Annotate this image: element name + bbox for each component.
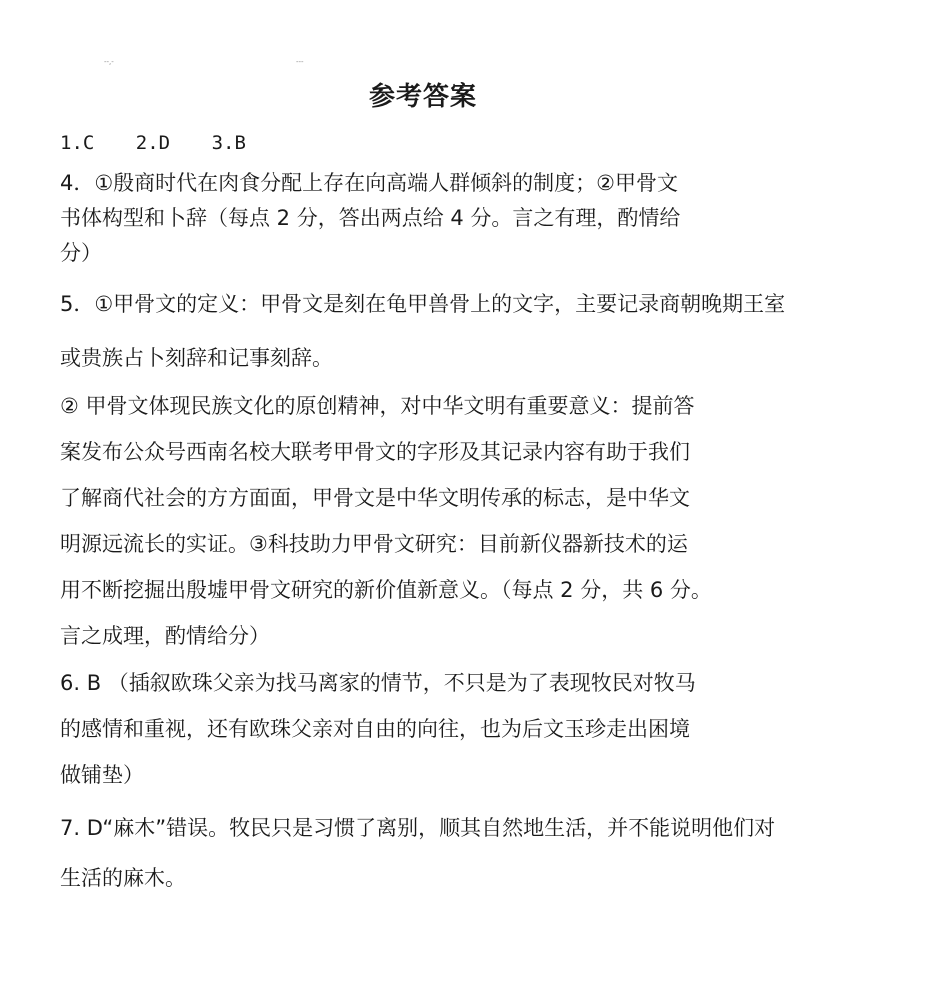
header-mark-left: --,- xyxy=(104,58,114,66)
answer-5-line: 了解商代社会的方方面面，甲骨文是中华文明传承的标志，是中华文 xyxy=(60,486,690,510)
answer-4-line: 4．①殷商时代在肉食分配上存在向高端人群倾斜的制度；②甲骨文 xyxy=(60,171,679,195)
answers-1-to-3 xyxy=(60,132,276,154)
page-title: 参考答案 xyxy=(368,82,477,112)
answer-4-line: 分） xyxy=(60,241,102,265)
header-mark-right: --- xyxy=(296,58,304,66)
answer-7-line: 生活的麻木。 xyxy=(60,866,186,890)
answer-5-line: 5．①甲骨文的定义：甲骨文是刻在龟甲兽骨上的文字，主要记录商朝晚期王室 xyxy=(60,292,786,316)
answer-6-line: 6. B （插叙欧珠父亲为找马离家的情节，不只是为了表现牧民对牧马 xyxy=(60,671,696,695)
answer-1: 1.C xyxy=(60,132,95,154)
answer-5-line: 言之成理，酌情给分） xyxy=(60,624,270,648)
answer-5-line: 案发布公众号西南名校大联考甲骨文的字形及其记录内容有助于我们 xyxy=(60,440,690,464)
answer-3: 3.B xyxy=(211,132,246,154)
answer-6-line: 的感情和重视，还有欧珠父亲对自由的向往，也为后文玉珍走出困境 xyxy=(60,717,690,741)
answer-5-line: 用不断挖掘出殷墟甲骨文研究的新价值新意义。（每点 2 分，共 6 分。 xyxy=(60,578,712,602)
answer-7-line: 7. D“麻木”错误。牧民只是习惯了离别，顺其自然地生活，并不能说明他们对 xyxy=(60,816,776,840)
answer-6-line: 做铺垫） xyxy=(60,763,144,787)
answer-5-line: 或贵族占卜刻辞和记事刻辞。 xyxy=(60,346,333,370)
answer-4-line: 书体构型和卜辞（每点 2 分，答出两点给 4 分。言之有理，酌情给 xyxy=(60,206,681,230)
answer-5-line: 明源远流长的实证。③科技助力甲骨文研究：目前新仪器新技术的运 xyxy=(60,532,688,556)
answer-2: 2.D xyxy=(135,132,171,154)
answer-5-line: ② 甲骨文体现民族文化的原创精神，对中华文明有重要意义：提前答 xyxy=(60,394,695,418)
